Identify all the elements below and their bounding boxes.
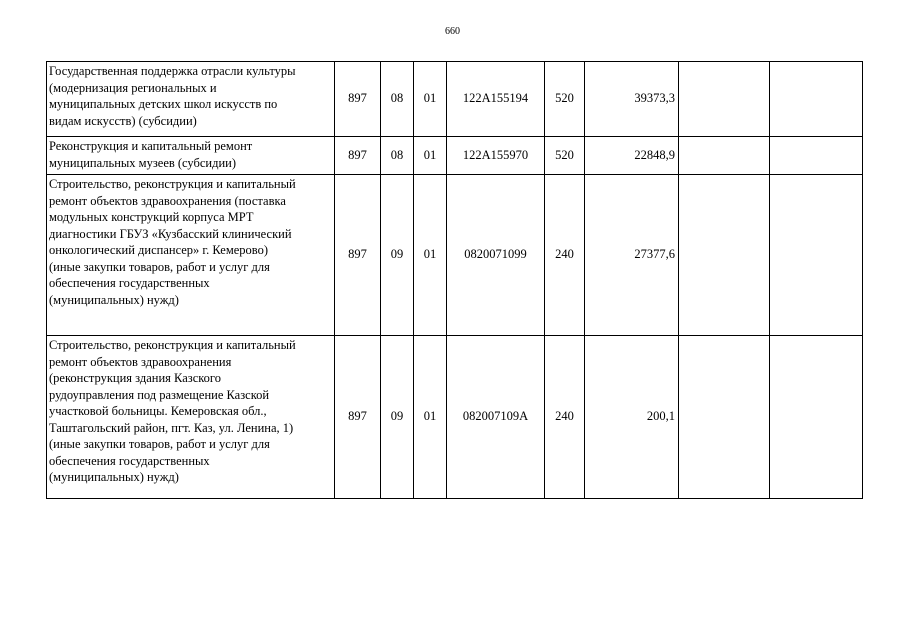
description-line: Таштагольский район, пгт. Каз, ул. Ленина, 1) bbox=[49, 420, 294, 435]
empty-cell bbox=[679, 137, 770, 175]
subsection-code-cell: 01 bbox=[414, 62, 447, 137]
ministry-code-cell: 897 bbox=[335, 175, 381, 336]
ministry-code-cell: 897 bbox=[335, 62, 381, 137]
description-line: видам искусств) (субсидии) bbox=[49, 113, 197, 128]
description-line: Строительство, реконструкция и капитальный bbox=[49, 177, 296, 191]
description-line: муниципальных музеев (субсидии) bbox=[49, 155, 237, 170]
description-line: (муниципальных) нужд) bbox=[49, 470, 179, 484]
empty-cell bbox=[770, 62, 863, 137]
page-number: 660 bbox=[445, 26, 460, 37]
table-row bbox=[47, 62, 863, 137]
description-line: (модернизация региональных и bbox=[49, 80, 217, 95]
description-line: Реконструкция и капитальный ремонт bbox=[49, 139, 253, 153]
amount-cell: 200,1 bbox=[585, 336, 679, 499]
empty-cell bbox=[770, 137, 863, 175]
target-article-cell: 0820071099 bbox=[447, 175, 545, 336]
description-line: (муниципальных) нужд) bbox=[49, 292, 179, 307]
description-line: диагностики ГБУЗ «Кузбасский клинический bbox=[49, 226, 292, 241]
target-article-cell: 082007109A bbox=[447, 336, 545, 499]
ministry-code-cell: 897 bbox=[335, 336, 381, 499]
subsection-code-cell: 01 bbox=[414, 137, 447, 175]
table-row bbox=[47, 336, 863, 499]
subsection-code-cell: 01 bbox=[414, 175, 447, 336]
description-line: модульных конструкций корпуса МРТ bbox=[49, 210, 254, 224]
description-line: (реконструкция здания Казского bbox=[49, 371, 221, 385]
empty-cell bbox=[679, 62, 770, 137]
description-line: участковой больницы. Кемеровская обл., bbox=[49, 404, 267, 418]
description-line: муниципальных детских школ искусств по bbox=[49, 97, 278, 111]
description-line: рудоуправления под размещение Казской bbox=[49, 387, 270, 402]
description-line: Государственная поддержка отрасли культуры bbox=[49, 64, 296, 78]
description-line: (иные закупки товаров, работ и услуг для bbox=[49, 437, 270, 451]
ministry-code-cell: 897 bbox=[335, 137, 381, 175]
table-row bbox=[47, 137, 863, 175]
target-article-cell: 122A155194 bbox=[447, 62, 545, 137]
description-line: обеспечения государственных bbox=[49, 453, 210, 468]
section-code-cell: 08 bbox=[381, 62, 414, 137]
expense-type-cell: 240 bbox=[545, 175, 585, 336]
table-row bbox=[47, 175, 863, 336]
subsection-code-cell: 01 bbox=[414, 336, 447, 499]
amount-cell: 22848,9 bbox=[585, 137, 679, 175]
section-code-cell: 08 bbox=[381, 137, 414, 175]
description-line: (иные закупки товаров, работ и услуг для bbox=[49, 259, 270, 274]
amount-cell: 39373,3 bbox=[585, 62, 679, 137]
empty-cell bbox=[770, 175, 863, 336]
description-cell bbox=[47, 336, 335, 499]
description-cell bbox=[47, 175, 335, 336]
description-line: обеспечения государственных bbox=[49, 276, 210, 290]
section-code-cell: 09 bbox=[381, 175, 414, 336]
description-line: онкологический диспансер» г. Кемерово) bbox=[49, 243, 269, 257]
target-article-cell: 122A155970 bbox=[447, 137, 545, 175]
empty-cell bbox=[770, 336, 863, 499]
budget-table bbox=[46, 61, 863, 499]
expense-type-cell: 520 bbox=[545, 137, 585, 175]
empty-cell bbox=[679, 175, 770, 336]
expense-type-cell: 520 bbox=[545, 62, 585, 137]
empty-cell bbox=[679, 336, 770, 499]
expense-type-cell: 240 bbox=[545, 336, 585, 499]
amount-cell: 27377,6 bbox=[585, 175, 679, 336]
description-cell bbox=[47, 62, 335, 137]
description-cell bbox=[47, 137, 335, 175]
section-code-cell: 09 bbox=[381, 336, 414, 499]
description-line: ремонт объектов здравоохранения (поставка bbox=[49, 193, 286, 208]
description-line: Строительство, реконструкция и капитальный bbox=[49, 338, 296, 352]
description-line: ремонт объектов здравоохранения bbox=[49, 354, 232, 369]
